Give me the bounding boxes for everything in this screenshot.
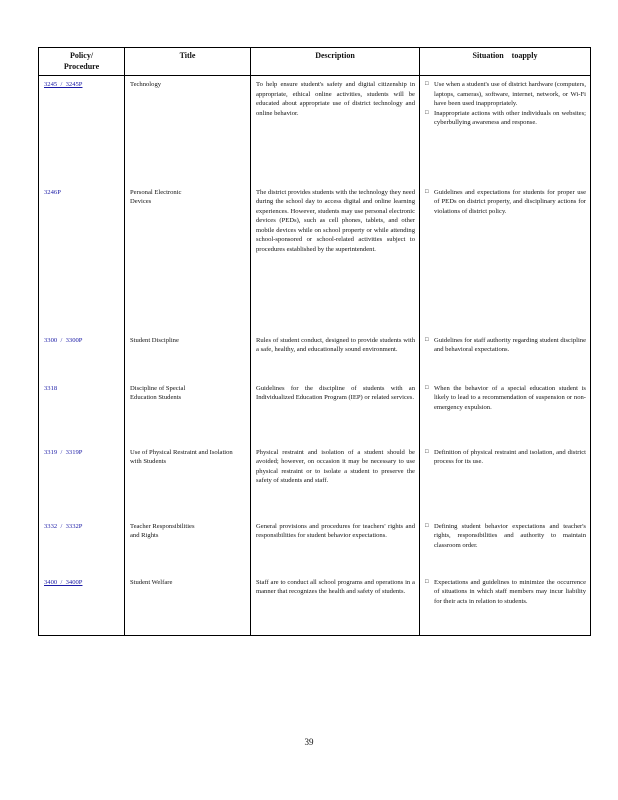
table-header-row	[39, 48, 591, 76]
situation-item: □ Definition of physical restraint and isolation, and district process for its use.	[425, 448, 586, 467]
policy-number: 3319 / 3319P	[44, 448, 83, 456]
policy-number: 3300 / 3300P	[44, 336, 83, 344]
table-row	[39, 332, 591, 380]
title-cell: Teacher Responsibilities and Rights	[125, 518, 251, 574]
policy-number: 3246P	[44, 188, 61, 196]
policy-cell	[39, 380, 125, 444]
policy-number: 3318	[44, 384, 58, 392]
policy-number: 3332 / 3332P	[44, 522, 83, 530]
situation-cell	[420, 184, 591, 332]
table-row	[39, 518, 591, 574]
header-policy: Policy/ Procedure	[39, 48, 125, 76]
policy-cell	[39, 518, 125, 574]
situation-cell	[420, 380, 591, 444]
title-cell: Discipline of Special Education Students	[125, 380, 251, 444]
title-cell: Use of Physical Restraint and Isolation with Students	[125, 444, 251, 518]
situation-item: □ Use when a student's use of district hardware (computers, laptops, cameras), software, internet, network, or Wi-Fi have been used inappropriately.	[425, 80, 586, 109]
situation-list	[425, 336, 586, 355]
situation-list	[425, 522, 586, 551]
table-row	[39, 76, 591, 184]
situation-item: □ When the behavior of a special education student is likely to lead to a recommendation of suspension or non-emergency expulsion.	[425, 384, 586, 413]
header-title: Title	[125, 48, 251, 76]
description-cell: Guidelines for the discipline of students with an Individualized Education Program (IEP) or related services.	[251, 380, 420, 444]
policy-cell	[39, 574, 125, 636]
situation-list	[425, 188, 586, 217]
situation-cell	[420, 76, 591, 184]
situation-list	[425, 384, 586, 413]
policy-cell	[39, 444, 125, 518]
table-row	[39, 184, 591, 332]
policy-cell	[39, 184, 125, 332]
header-situation: Situation toapply	[420, 48, 591, 76]
table-row	[39, 574, 591, 636]
situation-list	[425, 80, 586, 128]
policy-cell	[39, 332, 125, 380]
description-cell: Staff are to conduct all school programs and operations in a manner that recognizes the health and safety of students.	[251, 574, 420, 636]
description-cell: To help ensure student's safety and digital citizenship in appropriate, ethical online activities, students will be educated about appropriate use of district technology and online behavior.	[251, 76, 420, 184]
policy-link[interactable]: 3245 / 3245P	[44, 81, 83, 88]
situation-item: □ Guidelines and expectations for students for proper use of PEDs on district property, and disciplinary actions for violations of district policy.	[425, 188, 586, 217]
situation-item: □ Defining student behavior expectations and teacher's rights, responsibilities and authority to maintain classroom order.	[425, 522, 586, 551]
policy-link[interactable]: 3400 / 3400P	[44, 578, 83, 586]
situation-cell	[420, 444, 591, 518]
situation-item: □ Guidelines for staff authority regarding student discipline and behavioral expectations.	[425, 336, 586, 355]
table-row	[39, 444, 591, 518]
page-number: 39	[304, 737, 314, 747]
title-cell: Technology	[125, 76, 251, 184]
policy-cell	[39, 76, 125, 184]
situation-cell	[420, 332, 591, 380]
description-cell: The district provides students with the technology they need during the school day to access digital and online learning experiences. However, students may use personal electronic devices (PEDs), such as cell phones, tablets, and other mobile devices while on school property or while attending school-sponsored or school-related activities subject to procedures established by the superintendent.	[251, 184, 420, 332]
situation-item: □ Inappropriate actions with other individuals on websites; cyberbullying awareness and response.	[425, 109, 586, 128]
situation-list	[425, 578, 586, 607]
title-cell: Student Discipline	[125, 332, 251, 380]
header-description: Description	[251, 48, 420, 76]
table-row	[39, 380, 591, 444]
situation-cell	[420, 574, 591, 636]
situation-cell	[420, 518, 591, 574]
situation-item: □ Expectations and guidelines to minimize the occurrence of situations in which staff members may incur liability for their acts in relation to students.	[425, 578, 586, 607]
policy-table	[38, 47, 591, 636]
title-cell: Student Welfare	[125, 574, 251, 636]
description-cell: Physical restraint and isolation of a student should be avoided; however, on occasion it may be necessary to use physical restraint or to isolate a student to preserve the safety of students and staff.	[251, 444, 420, 518]
situation-list	[425, 448, 586, 467]
description-cell: General provisions and procedures for teachers' rights and responsibilities for student behavior expectations.	[251, 518, 420, 574]
title-cell: Personal Electronic Devices	[125, 184, 251, 332]
policy-table-page	[38, 47, 590, 636]
description-cell: Rules of student conduct, designed to provide students with a safe, healthy, and educationally sound environment.	[251, 332, 420, 380]
